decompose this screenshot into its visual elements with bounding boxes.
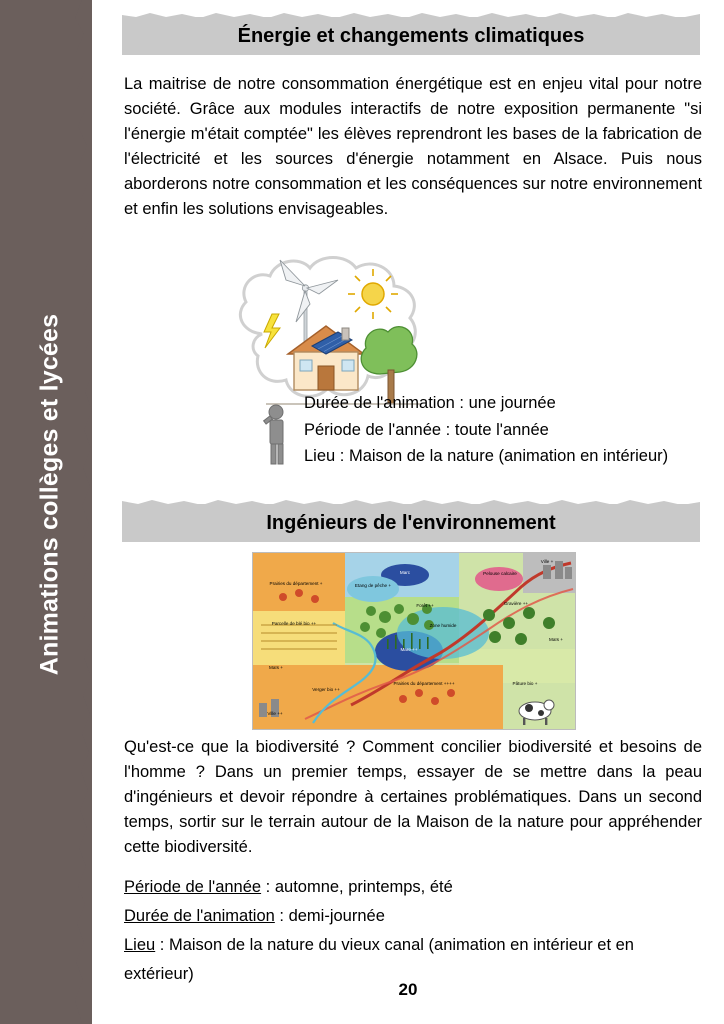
map-label-mais-2: Maïs +	[269, 665, 283, 670]
map-label-ville-2: Ville ++	[267, 711, 283, 716]
map-label-marc: Marc	[399, 570, 411, 575]
page-number: 20	[398, 980, 418, 999]
map-label-graviere: Gravière ++	[503, 601, 529, 606]
info-label-lieu: Lieu	[304, 447, 336, 466]
map-label-zone-humide: Zone humide	[429, 623, 457, 628]
band-top-torn-edge-icon	[122, 11, 700, 19]
etang-peche	[347, 576, 399, 602]
info-value-lieu-2: : Maison de la nature du vieux canal (animation en intérieur et en extérieur)	[124, 935, 634, 983]
info-line-lieu	[304, 443, 704, 470]
map-label-mare: Mare ++	[400, 647, 418, 652]
map-label-ble-bio: Parcelle de blé bio ++	[271, 621, 317, 626]
info-line-duree-2	[124, 902, 702, 931]
sidebar-torn-edge-icon	[70, 0, 92, 1024]
map-label-prairies-1: Prairies du département +	[269, 581, 323, 586]
info-sep: :	[441, 420, 455, 439]
map-label-foret: Forêt ++	[416, 603, 434, 608]
info-label-lieu-2: Lieu	[124, 935, 156, 954]
info-value-lieu: Maison de la nature (animation en intérieur)	[348, 447, 669, 466]
map-label-prairies-2: Prairies du département ++++	[393, 681, 455, 686]
info-value-periode-2: : automne, printemps, été	[261, 878, 453, 896]
info-label-periode: Période de l'année	[304, 420, 442, 439]
sidebar	[0, 0, 92, 1024]
info-line-periode	[304, 417, 704, 444]
section-header-ingenieurs	[122, 504, 700, 542]
info-line-periode-2	[124, 873, 702, 902]
page-content	[92, 0, 724, 1024]
paragraph-ingenieurs: Qu'est-ce que la biodiversité ? Comment concilier biodiversité et besoins de l'homme ? Dans un premier temps, essayer de se mettre dans la peau d'ingénieurs et devoir répondre à certaines problématiques. Dans un second temps, sortir sur le terrain autour de la Maison de la nature pour appréhender cette biodiversité.	[124, 738, 702, 857]
info-line-duree	[304, 390, 704, 417]
zone-prairies-departement-2	[363, 665, 503, 729]
paragraph-energie: La maitrise de notre consommation énergétique est en enjeu vital pour notre société. Grâce aux modules interactifs de notre exposition permanente "si l'énergie m'était comptée" les élèves reprendront les bases de la fabrication de l'électricité et les sources d'énergie notamment en Alsace. Puis nous aborderons notre consommation et les conséquences sur notre environnement et enfin les solutions envisageables.	[124, 75, 702, 219]
map-label-ville-1: Ville +	[540, 559, 554, 564]
map-graphic	[253, 553, 575, 729]
info-value-duree: une journée	[468, 394, 556, 412]
info-label-periode-2: Période de l'année	[124, 878, 262, 896]
map-label-etang-peche: Etang de pêche +	[354, 583, 392, 588]
info-sep: :	[335, 447, 349, 466]
map-label-pature-bio: Pâture bio +	[512, 681, 538, 686]
info-block-ingenieurs	[124, 873, 702, 989]
info-value-duree-2: : demi-journée	[274, 906, 385, 925]
section-title-text: Ingénieurs de l'environnement	[266, 512, 556, 534]
zone-verger	[253, 665, 363, 729]
sidebar-title: Animations collèges et lycées	[35, 313, 64, 676]
info-value-periode: toute l'année	[454, 420, 549, 439]
map-label-mais-1: Maïs +	[549, 637, 563, 642]
zone-ble-bio	[253, 611, 345, 665]
person-icon	[264, 405, 283, 464]
info-block-energie	[304, 390, 704, 470]
map-label-verger-bio: Verger bio ++	[312, 687, 340, 692]
band-top-torn-edge-icon	[122, 498, 700, 506]
section-header-energie	[122, 17, 700, 55]
info-label-duree: Durée de l'animation	[304, 394, 455, 412]
info-label-duree-2: Durée de l'animation	[124, 906, 275, 925]
map-label-pelouse-calcaire: Pelouse calcaire	[483, 571, 517, 576]
info-sep: :	[454, 394, 469, 412]
section-title-text: Énergie et changements climatiques	[237, 25, 585, 47]
illustration-carte-biodiversite	[252, 552, 576, 730]
